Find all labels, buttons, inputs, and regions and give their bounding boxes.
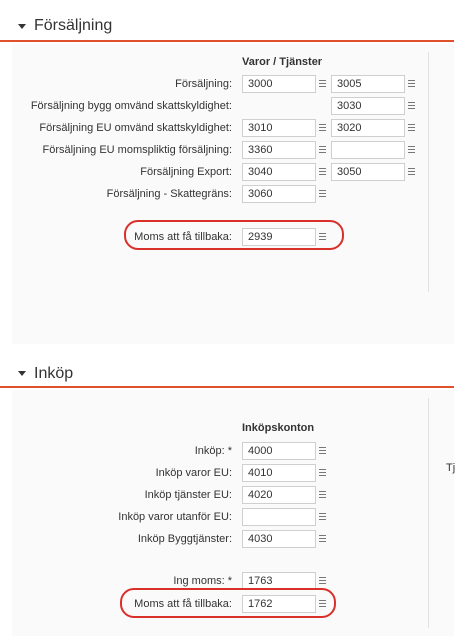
list-menu-icon[interactable] (319, 168, 326, 175)
purchases-row-label: Inköp: * (194, 445, 232, 457)
list-menu-icon[interactable] (408, 124, 415, 131)
sales-row-label: Försäljning bygg omvänd skattskyldighet: (30, 100, 232, 112)
sales-row-label: Försäljning - Skattegräns: (106, 188, 232, 200)
purchases-refund-label: Moms att få tillbaka: (134, 598, 232, 610)
purchases-refund-input[interactable]: 1762 (242, 595, 316, 613)
ing-moms-label: Ing moms: * (173, 575, 232, 587)
purchases-panel (12, 390, 454, 636)
ing-moms-input[interactable]: 1763 (242, 572, 316, 590)
list-menu-icon[interactable] (319, 513, 326, 520)
purchases-column-header: Inköpskonton (242, 422, 315, 434)
sales-row-label: Försäljning EU omvänd skattskyldighet: (39, 122, 232, 134)
list-menu-icon[interactable] (319, 577, 326, 584)
list-menu-icon[interactable] (319, 491, 326, 498)
purchases-account-input[interactable]: 4020 (242, 486, 316, 504)
list-menu-icon[interactable] (319, 233, 326, 240)
list-menu-icon[interactable] (319, 447, 326, 454)
sales-refund-label: Moms att få tillbaka: (134, 231, 232, 243)
purchases-section-header[interactable] (0, 360, 454, 388)
caret-down-icon[interactable] (18, 24, 26, 29)
list-menu-icon[interactable] (319, 469, 326, 476)
column-divider (428, 398, 429, 628)
list-menu-icon[interactable] (319, 190, 326, 197)
purchases-row-label: Inköp varor utanför EU: (118, 511, 232, 523)
side-column-label: Tj (446, 462, 455, 474)
sales-service-account-input[interactable] (331, 141, 405, 159)
sales-service-account-input[interactable]: 3050 (331, 163, 405, 181)
sales-account-input[interactable]: 3010 (242, 119, 316, 137)
column-divider (428, 52, 429, 292)
list-menu-icon[interactable] (408, 146, 415, 153)
list-menu-icon[interactable] (319, 80, 326, 87)
sales-section-title: Försäljning (34, 17, 113, 34)
list-menu-icon[interactable] (319, 124, 326, 131)
caret-down-icon[interactable] (18, 371, 26, 376)
purchases-section-title: Inköp (34, 365, 74, 382)
sales-panel (12, 44, 454, 344)
purchases-account-input[interactable]: 4030 (242, 530, 316, 548)
purchases-row-label: Inköp varor EU: (155, 467, 232, 479)
sales-account-input[interactable]: 3360 (242, 141, 316, 159)
purchases-account-input[interactable] (242, 508, 316, 526)
list-menu-icon[interactable] (408, 102, 415, 109)
sales-service-account-input[interactable]: 3030 (331, 97, 405, 115)
sales-service-account-input[interactable]: 3005 (331, 75, 405, 93)
purchases-row-label: Inköp tjänster EU: (144, 489, 232, 501)
sales-service-account-input[interactable]: 3020 (331, 119, 405, 137)
sales-account-input[interactable]: 3060 (242, 185, 316, 203)
list-menu-icon[interactable] (319, 600, 326, 607)
sales-account-input[interactable]: 3000 (242, 75, 316, 93)
purchases-account-input[interactable]: 4010 (242, 464, 316, 482)
sales-row-label: Försäljning: (175, 78, 232, 90)
sales-section-header[interactable] (0, 12, 454, 42)
sales-row-label: Försäljning Export: (140, 166, 232, 178)
purchases-account-input[interactable]: 4000 (242, 442, 316, 460)
list-menu-icon[interactable] (408, 80, 415, 87)
sales-column-header: Varor / Tjänster (242, 56, 323, 68)
list-menu-icon[interactable] (408, 168, 415, 175)
sales-refund-input[interactable]: 2939 (242, 228, 316, 246)
sales-row-label: Försäljning EU momspliktig försäljning: (42, 144, 232, 156)
list-menu-icon[interactable] (319, 146, 326, 153)
sales-account-input[interactable]: 3040 (242, 163, 316, 181)
purchases-row-label: Inköp Byggtjänster: (137, 533, 232, 545)
list-menu-icon[interactable] (319, 535, 326, 542)
